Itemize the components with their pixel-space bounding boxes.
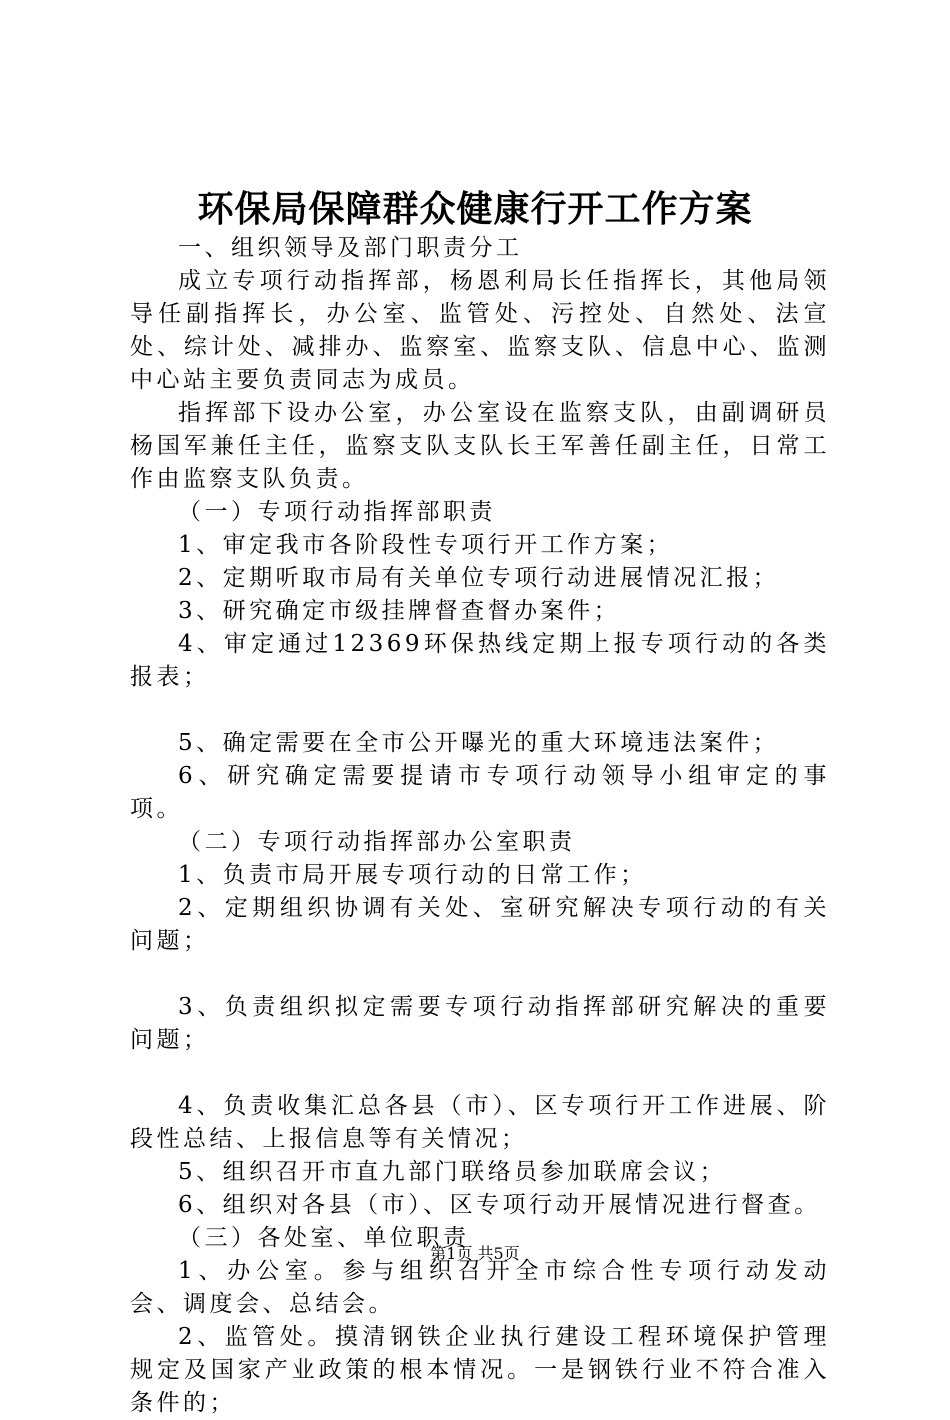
subsection-heading: （二）专项行动指挥部办公室职责 [178, 829, 576, 855]
subsection-heading: （一）专项行动指挥部职责 [178, 499, 496, 525]
subsection-heading: （三）各处室、单位职责 [178, 1225, 470, 1251]
paragraph: 指挥部下设办公室，办公室设在监察支队，由副调研员杨国军兼任主任，监察支队支队长王军善任副主任，日常工作由监察支队负责。 [130, 400, 830, 492]
list-item: 6、组织对各县（市）、区专项行动开展情况进行督查。 [178, 1192, 821, 1218]
list-item: 5、组织召开市直九部门联络员参加联席会议； [178, 1159, 727, 1185]
blank-line [130, 1057, 830, 1090]
list-item: 5、确定需要在全市公开曝光的重大环境违法案件； [178, 730, 780, 756]
paragraph: 成立专项行动指挥部，杨恩利局长任指挥长，其他局领导任副指挥长，办公室、监管处、污控处、自然处、法宣处、综计处、减排办、监察室、监察支队、信息中心、监测中心站主要负责同志为成员。 [130, 268, 830, 393]
list-item: 3、负责组织拟定需要专项行动指挥部研究解决的重要问题； [130, 994, 830, 1053]
list-item: 1、办公室。参与组织召开全市综合性专项行动发动会、调度会、总结会。 [130, 1258, 830, 1317]
list-item: 4、负责收集汇总各县（市）、区专项行开工作进展、阶段性总结、上报信息等有关情况； [130, 1093, 830, 1152]
document-title: 环保局保障群众健康行开工作方案 [197, 189, 753, 230]
document-body [130, 232, 830, 1420]
blank-line [130, 694, 830, 727]
list-item: 1、负责市局开展专项行动的日常工作； [178, 862, 647, 888]
list-item: 2、定期听取市局有关单位专项行动进展情况汇报； [178, 565, 780, 591]
section-heading: 一、组织领导及部门职责分工 [178, 235, 523, 261]
list-item: 2、监管处。摸清钢铁企业执行建设工程环境保护管理规定及国家产业政策的根本情况。一是钢铁行业不符合准入条件的； [130, 1324, 830, 1416]
list-item: 2、定期组织协调有关处、室研究解决专项行动的有关问题； [130, 895, 830, 954]
list-item: 1、审定我市各阶段性专项行开工作方案； [178, 532, 674, 558]
list-item: 4、审定通过12369环保热线定期上报专项行动的各类报表； [130, 631, 830, 690]
blank-line [130, 958, 830, 991]
list-item: 6、研究确定需要提请市专项行动领导小组审定的事项。 [130, 763, 830, 822]
page-footer: 第1页 共5页 [430, 1244, 520, 1263]
list-item: 3、研究确定市级挂牌督查督办案件； [178, 598, 621, 624]
